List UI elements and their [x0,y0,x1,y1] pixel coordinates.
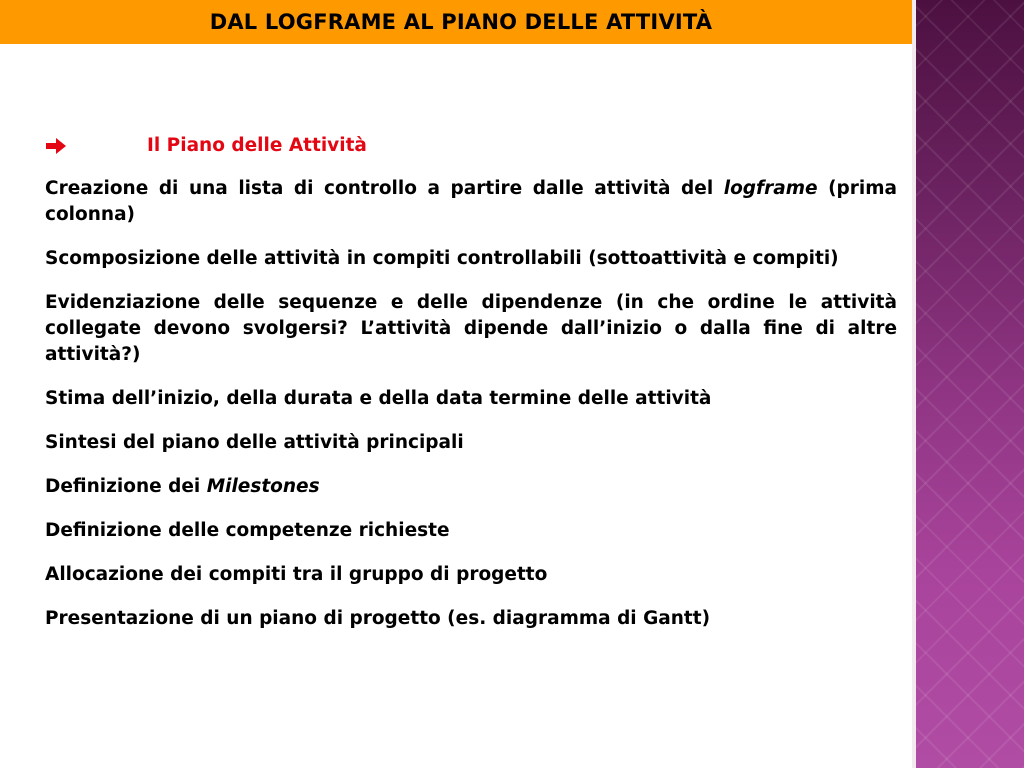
item-text: (prima colonna) [45,178,898,225]
right-arrow-icon [45,136,67,156]
title-bar [0,0,912,44]
list-item [45,176,897,228]
slide-content [45,132,897,650]
item-text: Allocazione dei compiti tra il gruppo di progetto [45,564,548,585]
item-italic-text: Milestones [206,476,320,497]
list-item [45,290,897,368]
list-item [45,518,897,544]
list-item [45,562,897,588]
item-text: Scomposizione delle attività in compiti controllabili (sottoattività e compiti) [45,248,839,269]
list-item [45,386,897,412]
item-italic-text: logframe [723,178,818,199]
item-text: Stima dell’inizio, della durata e della data termine delle attività [45,388,712,409]
list-item [45,606,897,632]
decorative-side-panel [912,0,1024,768]
list-item [45,430,897,456]
item-text: Sintesi del piano delle attività principali [45,432,464,453]
list-item [45,246,897,272]
item-text: Evidenziazione delle sequenze e delle dipendenze (in che ordine le attività collegate devono svolgersi? L’attività dipende dall’inizio o dalla fine di altre attività?) [45,292,897,365]
item-text: Presentazione di un piano di progetto (es. diagramma di Gantt) [45,608,711,629]
item-text: Definizione dei [45,476,207,497]
list-item [45,474,897,500]
slide-title: DAL LOGFRAME AL PIANO DELLE ATTIVITÀ [209,10,713,34]
item-text: Definizione delle competenze richieste [45,520,450,541]
section-heading [45,132,897,160]
item-text: Creazione di una lista di controllo a partire dalle attività del [45,178,724,199]
section-heading-label: Il Piano delle Attività [147,135,367,156]
side-panel-edge [912,0,916,768]
